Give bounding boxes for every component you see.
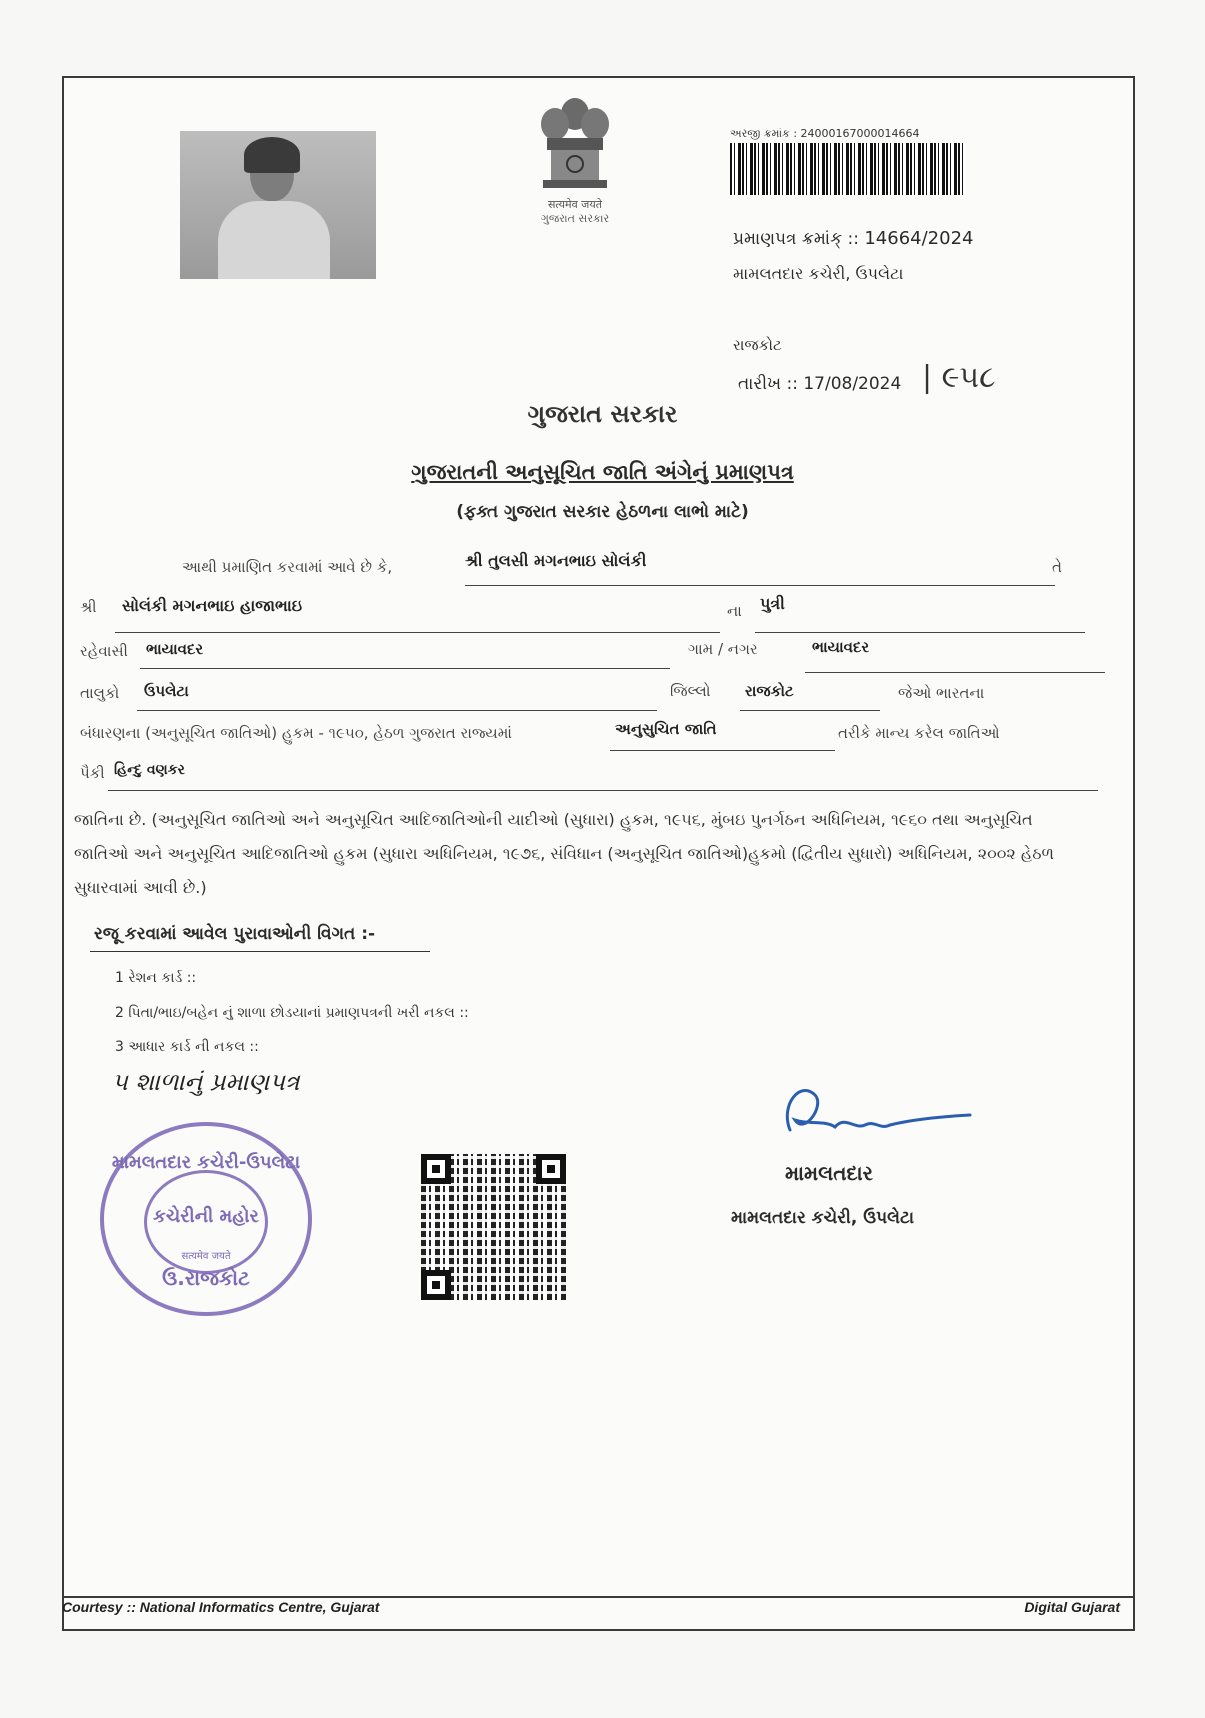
seal-middle-text: કચેરીની મહોર <box>153 1206 259 1227</box>
shri-label: શ્રી <box>80 598 97 616</box>
footer-courtesy: Courtesy :: National Informatics Centre, Gujarat <box>62 1599 380 1615</box>
footer-divider <box>62 1596 1135 1598</box>
date-line <box>738 374 901 394</box>
district-underline <box>740 710 880 711</box>
category-underline <box>610 750 835 751</box>
qr-finder-pattern <box>536 1154 566 1184</box>
resident-value: ભાયાવદર <box>146 640 204 658</box>
village-underline <box>805 672 1105 673</box>
issuing-district: રાજકોટ <box>733 336 782 354</box>
district-label: જિલ્લો <box>670 682 711 700</box>
certificate-title: ગુજરાતની અનુસૂચિત જાતિ અંગેનું પ્રમાણપત્ર <box>411 460 794 484</box>
certificate-number-label: પ્રમાણપત્ર ક્રમાંક્ :: <box>733 229 859 249</box>
signature-icon <box>770 1075 980 1155</box>
handwritten-proof-note: ૫ શાળાનું પ્રમાણપત્ર <box>112 1068 300 1096</box>
emblem-motto: सत्यमेव जयते <box>547 198 602 211</box>
qr-finder-pattern <box>421 1154 451 1184</box>
date-label: તારીખ :: <box>738 374 798 394</box>
seal-top-text: મામલતદાર કચેરી-ઉપલેટા <box>111 1152 301 1173</box>
photo-body-shape <box>218 201 330 279</box>
proof-item: 2 પિતા/ભાઇ/બહેન નું શાળા છોડયાનાં પ્રમાણપત્રની ખરી નકલ :: <box>115 1005 469 1021</box>
state-emblem <box>520 94 630 242</box>
father-name: સોલંકી મગનભાઇ હાજાભાઇ <box>122 596 303 615</box>
signatory-title: મામલતદાર <box>785 1161 873 1185</box>
recognized-label: તરીકે માન્ય કરેલ જાતિઓ <box>838 724 1000 742</box>
category-value: અનુસુચિત જાતિ <box>615 720 717 738</box>
among-label: પૈકી <box>80 764 105 782</box>
father-underline <box>115 632 720 633</box>
verification-qr-code <box>421 1154 566 1300</box>
relation: પુત્રી <box>760 594 785 613</box>
issuing-office: મામલતદાર કચેરી, ઉપલેટા <box>733 264 904 283</box>
resident-underline <box>140 668 670 669</box>
handwritten-number: | ૯૫૮ <box>922 360 996 395</box>
taluka-value: ઉપલેટા <box>144 682 189 700</box>
intro-label: આથી પ્રમાણિત કરવામાં આવે છે કે, <box>182 558 393 576</box>
caste-value: હિન્દુ વણકર <box>114 762 185 778</box>
resident-label: રહેવાસી <box>80 642 128 660</box>
photo-hair-shape <box>244 137 300 173</box>
order-label: બંધારણના (અનુસૂચિત જાતિઓ) હુકમ - ૧૯૫૦, હેઠળ ગુજરાત રાજ્યમાં <box>80 724 512 742</box>
na-label: ના <box>727 602 742 620</box>
te-label: તે <box>1052 558 1062 576</box>
village-value: ભાયાવદર <box>812 638 870 656</box>
district-value: રાજકોટ <box>745 682 794 700</box>
signatory-office: મામલતદાર કચેરી, ઉપલેટા <box>731 1208 915 1228</box>
taluka-label: તાલુકો <box>80 684 120 702</box>
government-title: ગુજરાત સરકાર <box>527 400 678 428</box>
name-underline <box>465 585 1055 586</box>
issue-date: 17/08/2024 <box>803 374 902 394</box>
holder-name: શ્રી તુલસી મગનભાઇ સોલંકી <box>465 551 647 570</box>
joe-label: જેઓ ભારતના <box>898 684 985 702</box>
proofs-title-underline <box>90 951 430 952</box>
ashoka-emblem-icon <box>533 94 617 198</box>
application-barcode <box>730 143 966 195</box>
seal-motto: सत्यमेव जयते <box>181 1251 231 1262</box>
legal-paragraph: જાતિના છે. (અનુસૂચિત જાતિઓ અને અનુસૂચિત આદિજાતિઓની યાદીઓ (સુધારા) હુકમ, ૧૯૫૬, મુંબઇ પુનર્ગઠન અધિનિયમ, ૧૯૬૦ તથા અનુસૂચિત જાતિઓ અને અનુસૂચિત આદિજાતિઓ હુકમ (સુધારા અધિનિયમ, ૧૯૭૬, સંવિધાન (અનુસૂચિત જાતિઓ)હુકમો (દ્વિતીય સુધારો) અધિનિયમ, ૨૦૦૨ હેઠળ સુધારવામાં આવી છે.) <box>74 810 1055 897</box>
emblem-caption: ગુજરાત સરકાર <box>540 212 610 225</box>
village-label: ગામ / નગર <box>688 640 758 658</box>
certificate-number-line <box>733 228 974 249</box>
proof-item: 1 રેશન કાર્ડ :: <box>115 970 197 986</box>
seal-bottom-text: ઉ.રાજકોટ <box>162 1266 250 1290</box>
applicant-photo <box>180 131 376 279</box>
application-number: અરજી ક્રમાંક : 24000167000014664 <box>730 127 920 140</box>
qr-finder-pattern <box>421 1270 451 1300</box>
proof-item: 3 આધાર કાર્ડ ની નકલ :: <box>115 1039 259 1055</box>
caste-underline <box>108 790 1098 791</box>
certificate-subtitle: (ફક્ત ગુજરાત સરકાર હેઠળના લાભો માટે) <box>456 502 749 522</box>
office-seal <box>100 1122 312 1316</box>
relation-underline <box>755 632 1085 633</box>
proofs-title: રજૂ કરવામાં આવેલ પુરાવાઓની વિગત :- <box>94 924 376 944</box>
taluka-underline <box>137 710 657 711</box>
footer-brand: Digital Gujarat <box>1024 1599 1120 1615</box>
certificate-number: 14664/2024 <box>864 228 974 249</box>
